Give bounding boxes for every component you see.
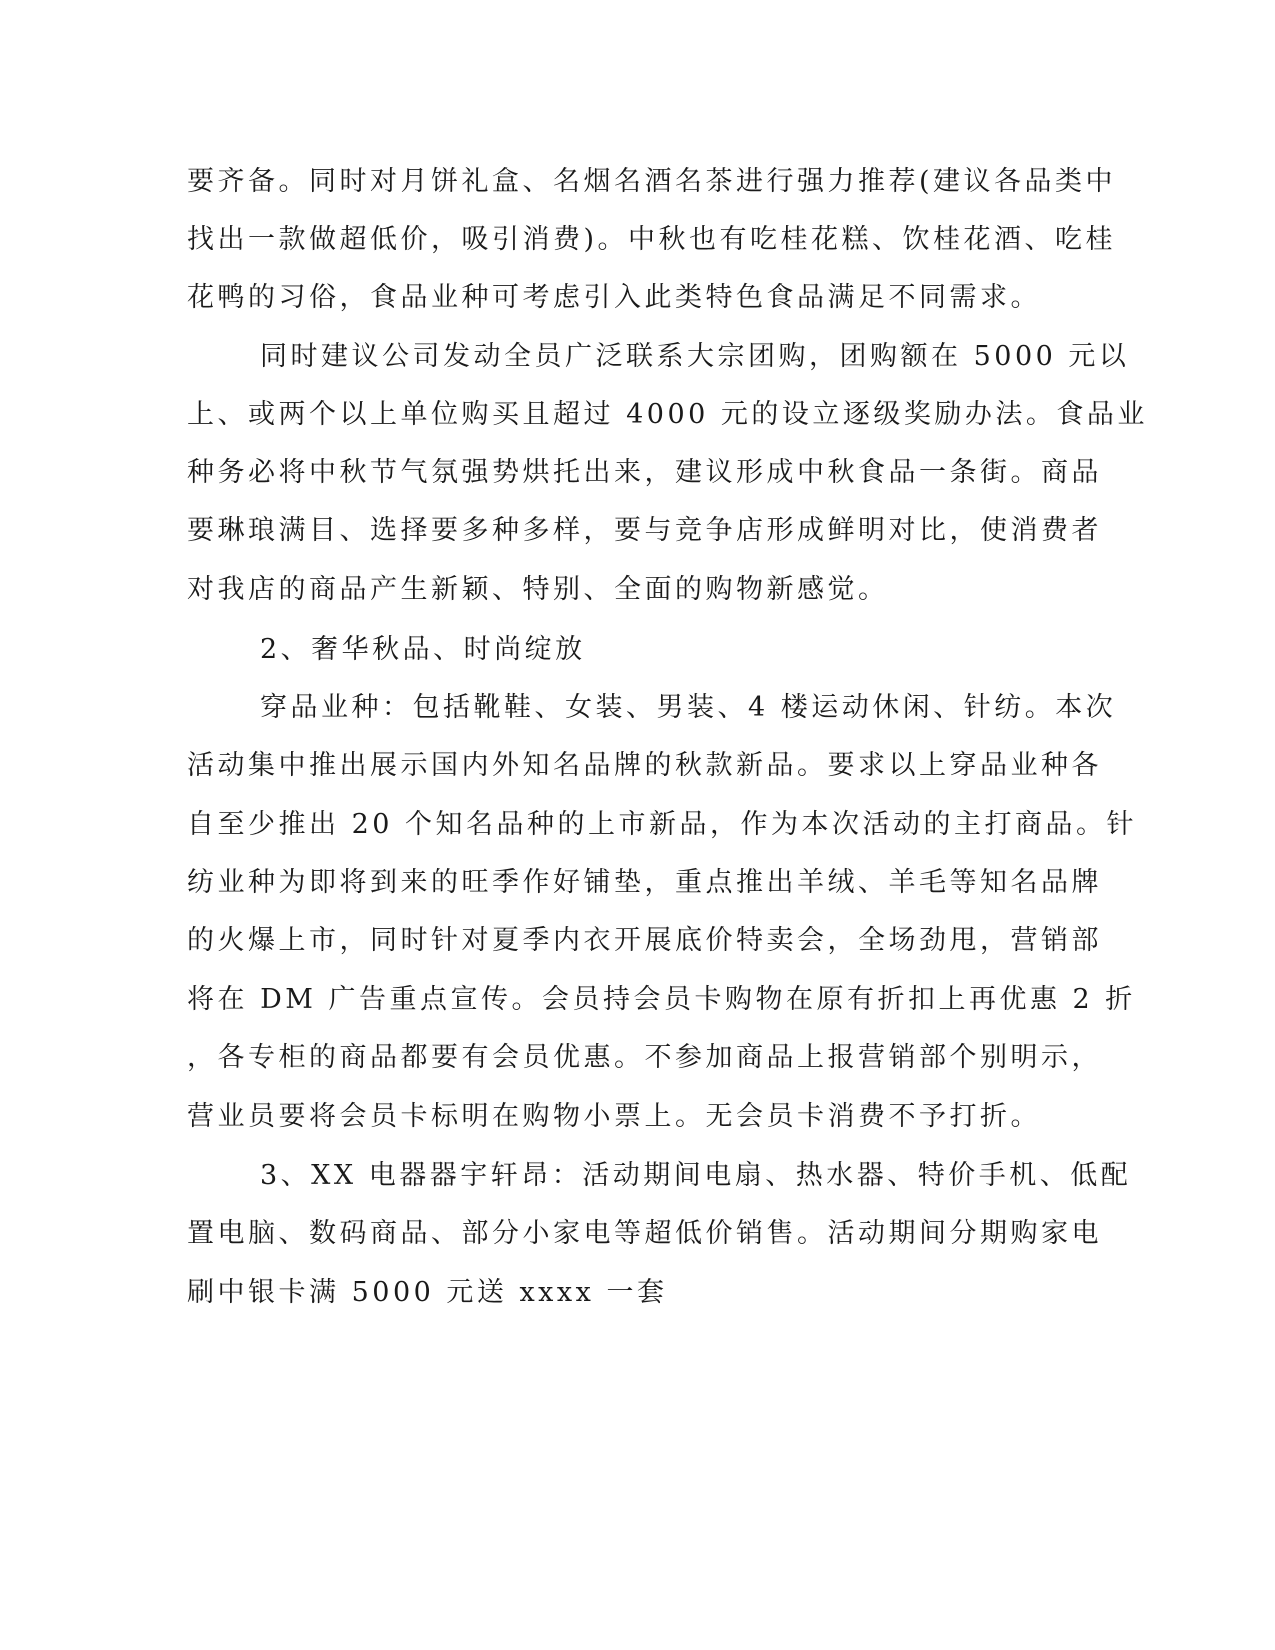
text-line: 活动集中推出展示国内外知名品牌的秋款新品。要求以上穿品业种各	[187, 750, 1102, 781]
text-line: 要齐备。同时对月饼礼盒、名烟名酒名茶进行强力推荐(建议各品类中	[187, 166, 1117, 197]
text-line: 自至少推出 20 个知名品种的上市新品，作为本次活动的主打商品。针	[187, 809, 1138, 840]
text-line: 花鸭的习俗，食品业种可考虑引入此类特色食品满足不同需求。	[187, 282, 1041, 313]
section-heading: 2、奢华秋品、时尚绽放	[260, 634, 586, 665]
paragraph-start: 3、XX 电器器宇轩昂：活动期间电扇、热水器、特价手机、低配	[260, 1160, 1132, 1191]
text-line: 对我店的商品产生新颖、特别、全面的购物新感觉。	[187, 574, 889, 605]
text-line: 纺业种为即将到来的旺季作好铺垫，重点推出羊绒、羊毛等知名品牌	[187, 867, 1102, 898]
paragraph-start: 同时建议公司发动全员广泛联系大宗团购，团购额在 5000 元以	[260, 341, 1130, 372]
text-line: 将在 DM 广告重点宣传。会员持会员卡购物在原有折扣上再优惠 2 折	[187, 984, 1136, 1015]
text-line: 要琳琅满目、选择要多种多样，要与竞争店形成鲜明对比，使消费者	[187, 515, 1102, 546]
text-line: 种务必将中秋节气氛强势烘托出来，建议形成中秋食品一条街。商品	[187, 457, 1102, 488]
text-line: 置电脑、数码商品、部分小家电等超低价销售。活动期间分期购家电	[187, 1218, 1102, 1249]
text-line: 的火爆上市，同时针对夏季内衣开展底价特卖会，全场劲甩，营销部	[187, 925, 1102, 956]
text-line: 找出一款做超低价，吸引消费)。中秋也有吃桂花糕、饮桂花酒、吃桂	[187, 224, 1117, 255]
text-line: 营业员要将会员卡标明在购物小票上。无会员卡消费不予打折。	[187, 1101, 1041, 1132]
text-line: 刷中银卡满 5000 元送 xxxx 一套	[187, 1277, 668, 1308]
paragraph-start: 穿品业种：包括靴鞋、女装、男装、4 楼运动休闲、针纺。本次	[260, 692, 1117, 723]
text-line: ，各专柜的商品都要有会员优惠。不参加商品上报营销部个别明示，	[187, 1042, 1102, 1073]
text-line: 上、或两个以上单位购买且超过 4000 元的设立逐级奖励办法。食品业	[187, 399, 1148, 430]
